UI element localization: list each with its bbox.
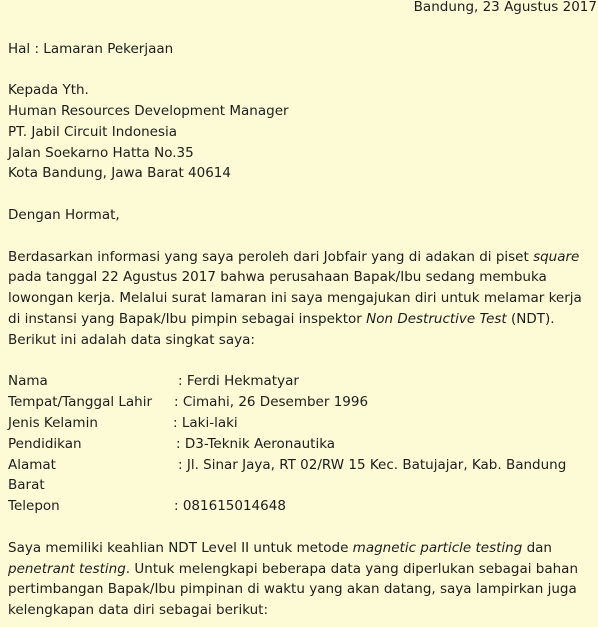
pendidikan-label: Pendidikan [8,435,82,452]
spacer [8,59,596,80]
recipient-city: Kota Bandung, Jawa Barat 40614 [8,165,231,182]
intro-emphasis-square: square [533,248,580,265]
alamat-value: : Jl. Sinar Jaya, RT 02/RW 15 Kec. Batujajar, Kab. Bandung Barat [8,456,567,494]
telepon-value: : 081615014648 [174,498,286,515]
skills-paragraph [8,538,594,621]
spacer [8,226,596,247]
letter-document [8,0,596,621]
row-telepon [8,496,596,517]
skills-emphasis-mpt: magnetic particle testing [352,539,523,556]
spacer [8,184,596,205]
alamat-label: Alamat [8,456,56,473]
spacer [8,18,596,39]
intro-paragraph [8,247,594,351]
skills-emphasis-pt: penetrant testing [8,560,126,577]
recipient-street: Jalan Soekarno Hatta No.35 [8,144,194,161]
row-jenis-kelamin [8,413,596,434]
ttl-label: Tempat/Tanggal Lahir [8,394,153,411]
spacer [8,351,596,372]
intro-text-2: pada tanggal 22 Agustus 2017 bahwa perusahaan Bapak/Ibu sedang membuka lowongan kerja. Melalui surat lamaran ini saya mengajukan diri untuk melamar kerja di instansi yang Bapak/Ibu pimpin sebagai inspektor [8,269,582,327]
jk-label: Jenis Kelamin [8,414,98,431]
row-ttl [8,392,596,413]
greeting: Dengan Hormat, [8,206,120,223]
jk-value: : Laki-laki [173,414,238,431]
nama-value: : Ferdi Hekmatyar [178,373,299,390]
intro-text-1: Berdasarkan informasi yang saya peroleh dari Jobfair yang di adakan di piset [8,248,534,265]
skills-text-2: dan [522,539,552,556]
pendidikan-value: : D3-Teknik Aeronautika [176,435,336,452]
spacer [8,517,596,538]
row-alamat [8,455,596,497]
intro-emphasis-ndt: Non Destructive Test [366,310,507,327]
skills-text-1: Saya memiliki keahlian NDT Level II untuk metode [8,539,353,556]
letter-subject: Hal : Lamaran Pekerjaan [8,40,174,57]
row-nama [8,371,596,392]
skills-text-3: . Untuk melengkapi beberapa data yang diperlukan sebagai bahan pertimbangan Bapak/Ibu pimpinan di waktu yang akan datang, saya lampirkan juga kelengkapan data diri sebagai berikut: [8,560,579,619]
personal-data-table [8,371,596,517]
recipient-salutation: Kepada Yth. [8,82,89,99]
recipient-company: PT. Jabil Circuit Indonesia [8,123,178,140]
nama-label: Nama [8,373,48,390]
intro-text-3: (NDT). Berikut ini adalah data singkat saya: [8,310,555,348]
recipient-block [8,80,596,184]
letter-date: Bandung, 23 Agustus 2017 [413,0,597,15]
ttl-value: : Cimahi, 26 Desember 1996 [174,394,369,411]
row-pendidikan [8,434,596,455]
recipient-title: Human Resources Development Manager [8,102,289,119]
telepon-label: Telepon [8,498,60,515]
